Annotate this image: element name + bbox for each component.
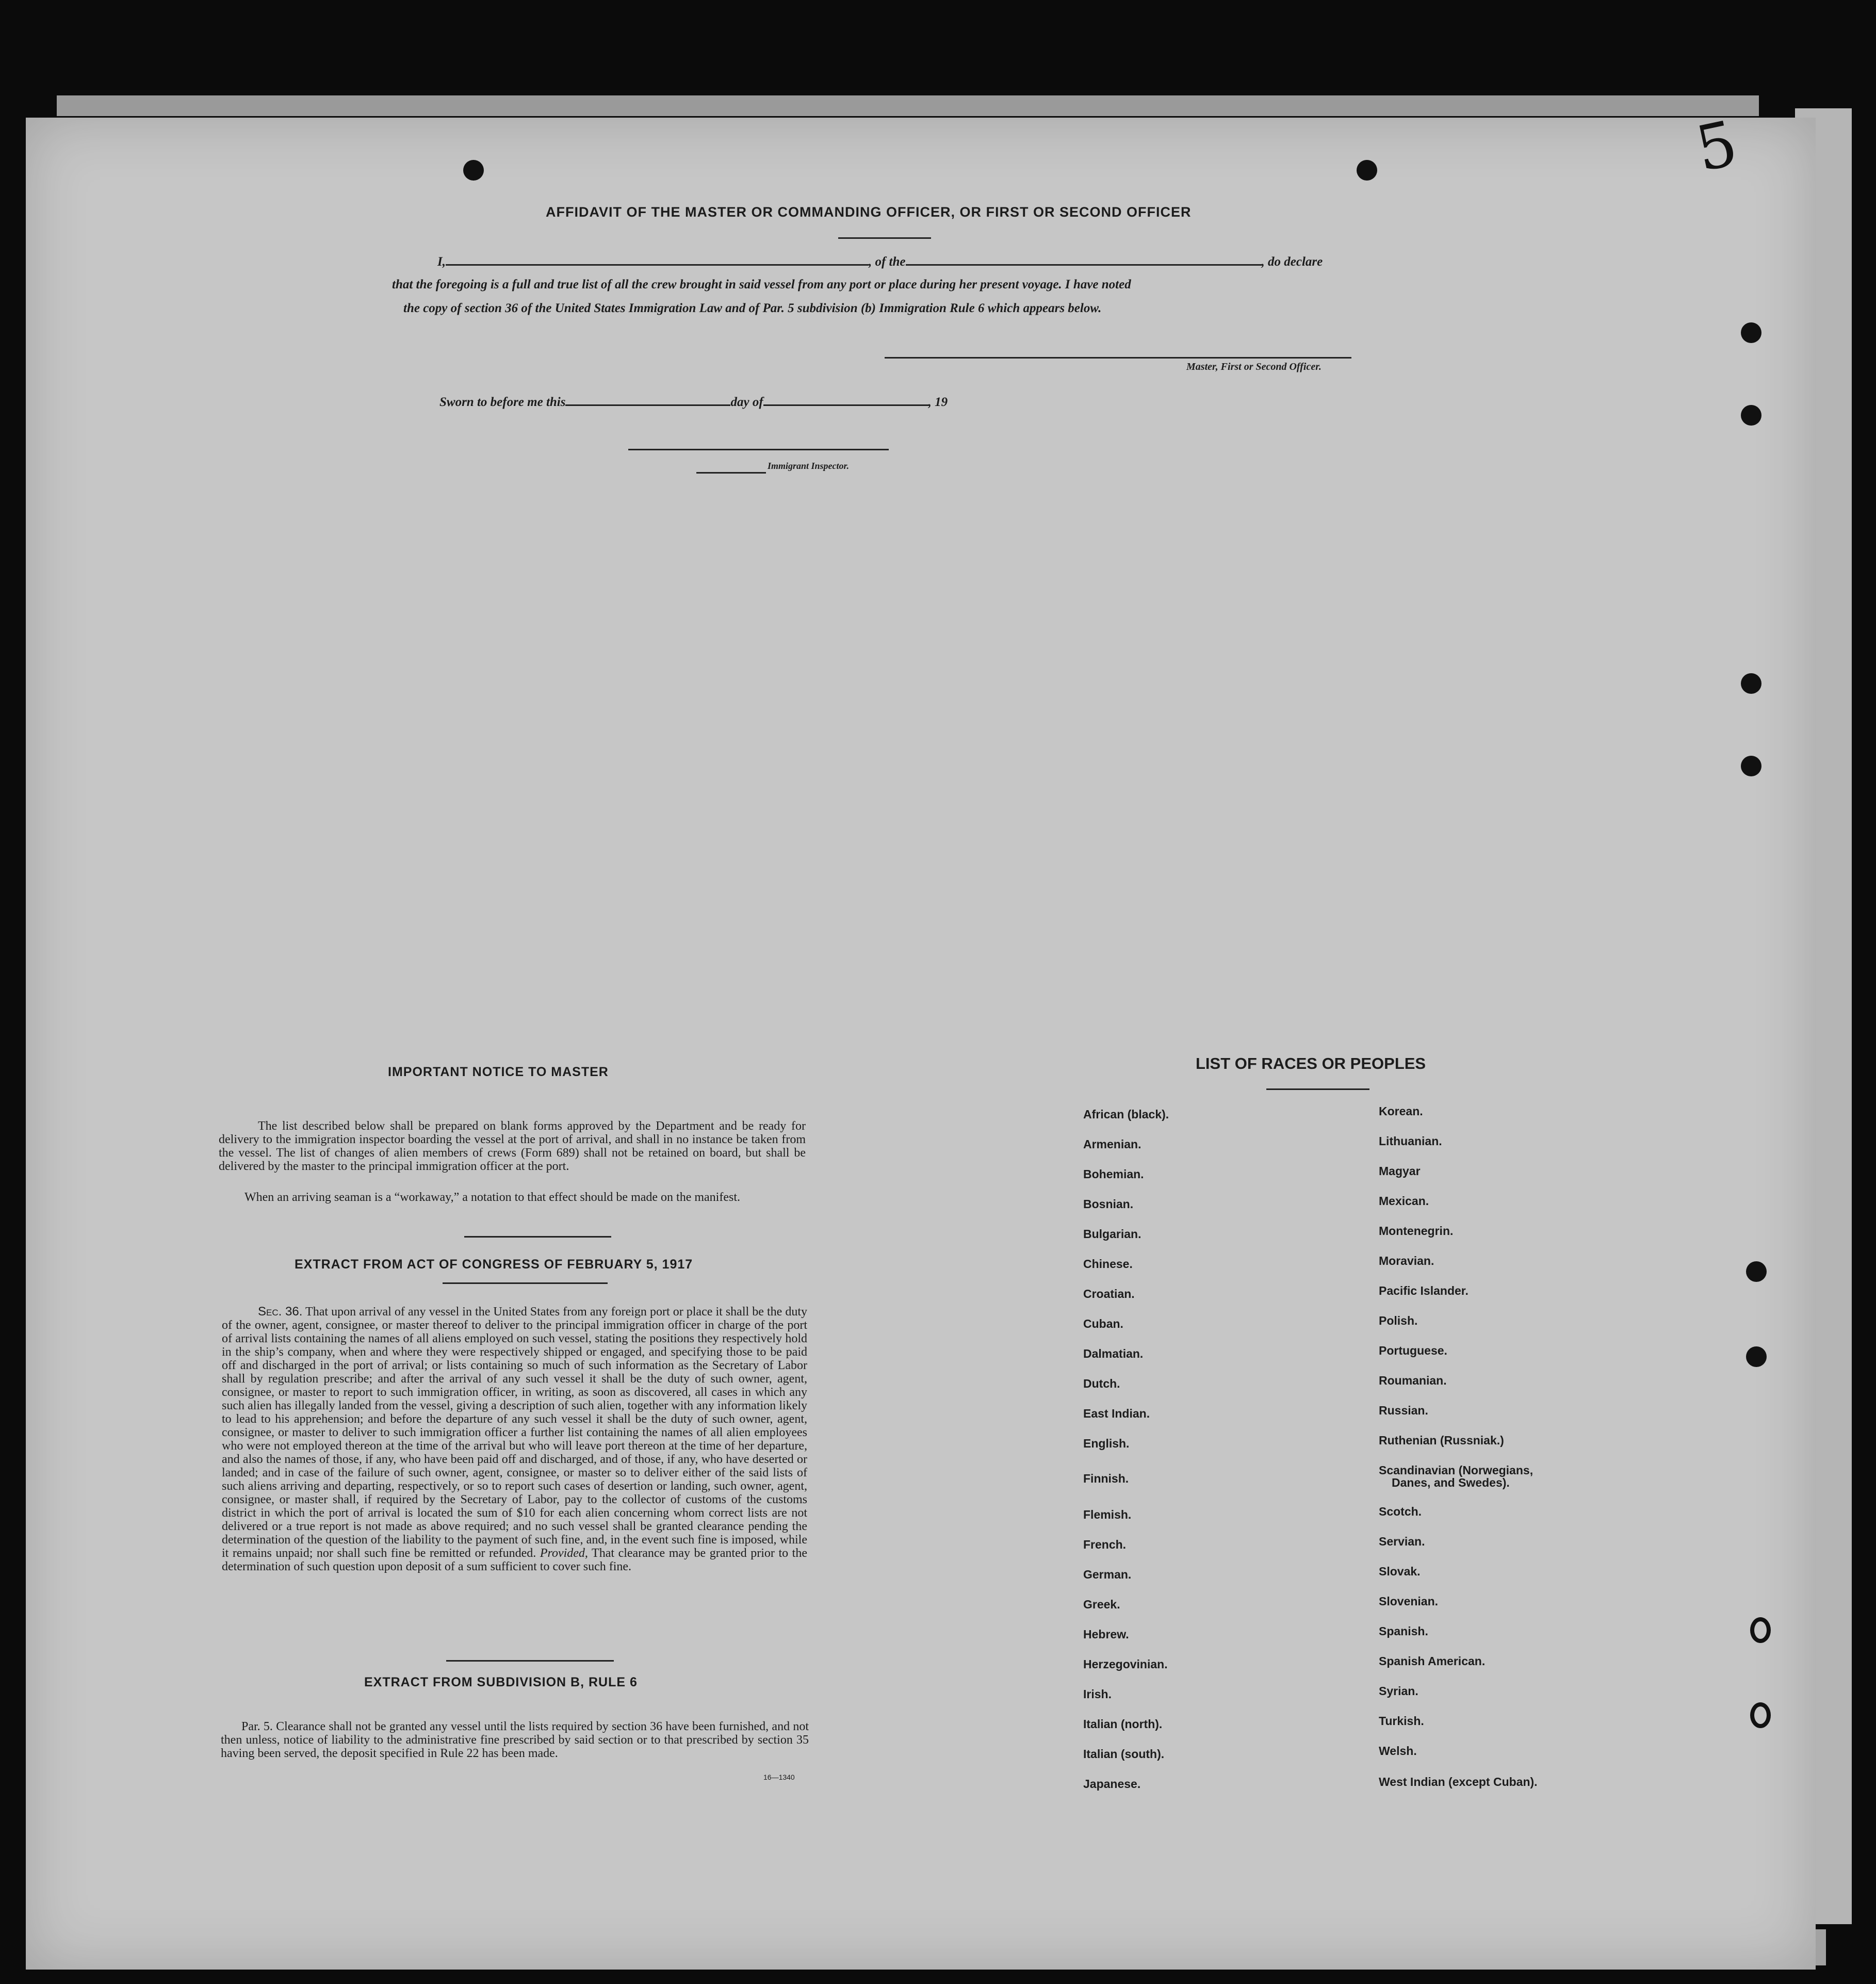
punch-hole (1357, 160, 1377, 181)
race-item: Slovenian. (1379, 1595, 1439, 1608)
punch-hole (1741, 322, 1761, 343)
race-item: German. (1083, 1568, 1132, 1581)
inspector-underline (696, 472, 766, 474)
race-item: Ruthenian (Russniak.) (1379, 1434, 1504, 1447)
race-item: French. (1083, 1538, 1127, 1551)
extract-act-title: EXTRACT FROM ACT OF CONGRESS OF FEBRUARY 5, 1917 (295, 1257, 693, 1272)
race-item: African (black). (1083, 1108, 1169, 1121)
vessel-name-field[interactable] (906, 254, 1262, 266)
race-item: Cuban. (1083, 1317, 1123, 1330)
inspector-label: Immigrant Inspector. (768, 461, 850, 471)
sworn-month-field[interactable] (763, 394, 928, 406)
race-item: Montenegrin. (1379, 1224, 1454, 1238)
divider (443, 1282, 608, 1284)
rule-paragraph: Par. 5. Clearance shall not be granted any vessel until the lists required by section 36 have been furnished, and not then unless, notice of liability to the administrative fine prescribed by said section or to that prescribed by section 35 having been served, the deposit specified in Rule 22 has been made. (221, 1720, 809, 1760)
sworn-day-field[interactable] (565, 394, 730, 406)
notice-title: IMPORTANT NOTICE TO MASTER (388, 1065, 609, 1079)
race-item: Spanish American. (1379, 1654, 1486, 1668)
affidavit-line-3: the copy of section 36 of the United States Immigration Law and of Par. 5 subdivision (b) Immigration Rule 6 which appears below. (403, 301, 1102, 315)
race-item: Italian (north). (1083, 1717, 1163, 1731)
race-item: Scandinavian (Norwegians, Danes, and Swedes). (1379, 1463, 1534, 1489)
notice-paragraph-1: The list described below shall be prepared on blank forms approved by the Department and be ready for delivery to the immigration inspector boarding the vessel at the port of arrival, and shall in no instance be taken from the vessel. The list of changes of alien members of crews (Form 689) shall not be retained on board, but shall be delivered by the master to the principal immigration officer at the port. (219, 1119, 806, 1173)
punch-hole (1741, 405, 1761, 426)
race-item: Dalmatian. (1083, 1347, 1144, 1360)
punch-hole (1750, 1617, 1771, 1643)
race-item: Croatian. (1083, 1287, 1135, 1300)
race-item: Russian. (1379, 1404, 1428, 1417)
declarant-name-field[interactable] (446, 254, 869, 266)
race-item: Hebrew. (1083, 1628, 1129, 1641)
form-code: 16—1340 (763, 1773, 795, 1781)
divider (838, 237, 931, 239)
declarant-prefix: I, (437, 255, 446, 269)
race-item: Mexican. (1379, 1194, 1429, 1208)
extract-rule-title: EXTRACT FROM SUBDIVISION B, RULE 6 (364, 1675, 638, 1689)
race-item: Turkish. (1379, 1714, 1424, 1728)
race-item: Bohemian. (1083, 1167, 1144, 1181)
race-item: Moravian. (1379, 1254, 1434, 1267)
race-item: Roumanian. (1379, 1374, 1447, 1387)
inspector-signature-line[interactable] (628, 449, 889, 450)
section-36-body: That upon arrival of any vessel in the United States from any foreign port or place it shall be the duty of the owner, agent, consignee, or master thereof to deliver to the principal immigration officer in charge of the port of arrival lists containing the names of all aliens employed on such vessel, stating the positions they respectively hold in the ship’s company, when and where they were respectively shipped or engaged, and specifying those to be paid off and discharged in the port of arrival; or lists containing so much of such information as the Secretary of Labor shall by regulation prescribe; and after the arrival of any such vessel it shall be the duty of such owner, agent, consignee, or master to report to such immigration officer, in writing, as soon as discovered, all cases in which any such alien has illegally landed from the vessel, giving a description of such alien, together with any information likely to lead to his apprehension; and before the departure of any such vessel it shall be the duty of such owner, agent, consignee, or master to deliver to such immigration officer a further list containing the names of all alien employees who were not employed thereon at the time of the arrival but who will leave port thereon at the time of her departure, and also the names of those, if any, who have been paid off and discharged, and of those, if any, who have deserted or landed; and in case of the failure of such owner, agent, consignee, or master so to deliver either of the said lists of such aliens arriving and departing, respectively, or so to report such cases of desertion or landing, such owner, agent, consignee, or master shall, if required by the Secretary of Labor, pay to the collector of customs of the customs district in which the port of arrival is located the sum of $10 for each alien concerning whom correct lists are not delivered or a true report is not made as above required; and no such vessel shall be granted clearance pending the determination of the question of the liability to the payment of such fine, and, in the event such fine is imposed, while it remains unpaid; nor shall such fine be remitted or refunded. (222, 1305, 807, 1560)
affidavit-line-1 (437, 254, 1376, 269)
race-item: Italian (south). (1083, 1747, 1165, 1761)
races-title: LIST OF RACES OR PEOPLES (1196, 1054, 1426, 1072)
race-item: Greek. (1083, 1598, 1120, 1611)
race-item: East Indian. (1083, 1407, 1150, 1420)
race-item: Spanish. (1379, 1624, 1428, 1638)
day-of-label: day of (730, 395, 763, 409)
race-item: Armenian. (1083, 1137, 1141, 1151)
race-item: West Indian (except Cuban). (1379, 1775, 1538, 1788)
underlying-page-edge (57, 95, 1759, 116)
race-item: Servian. (1379, 1535, 1425, 1548)
race-item: Welsh. (1379, 1744, 1417, 1758)
race-item: Bosnian. (1083, 1197, 1134, 1211)
race-item: Syrian. (1379, 1684, 1418, 1698)
declare-label: , do declare (1261, 255, 1323, 269)
section-36-text (222, 1305, 807, 1573)
race-item: Korean. (1379, 1104, 1423, 1118)
punch-hole (1746, 1346, 1767, 1367)
race-item: English. (1083, 1437, 1130, 1450)
punch-hole (1741, 673, 1761, 694)
punch-hole (1746, 1261, 1767, 1282)
notice-paragraph-2: When an arriving seaman is a “workaway,” a notation to that effect should be made on the manifest. (244, 1191, 740, 1204)
punch-hole (1750, 1702, 1771, 1728)
race-item: Magyar (1379, 1164, 1421, 1178)
divider (464, 1236, 611, 1238)
divider (446, 1660, 614, 1662)
sworn-line (439, 394, 948, 410)
signature-label: Master, First or Second Officer. (1186, 361, 1322, 372)
race-item: Finnish. (1083, 1472, 1129, 1485)
race-item: Japanese. (1083, 1777, 1141, 1791)
provided-label: Provided, (540, 1547, 588, 1560)
handwritten-page-number: 5 (1690, 107, 1743, 186)
affidavit-title: AFFIDAVIT OF THE MASTER OR COMMANDING OFFICER, OR FIRST OR SECOND OFFICER (546, 204, 1192, 220)
race-item: Bulgarian. (1083, 1227, 1141, 1241)
signature-line[interactable] (885, 357, 1351, 359)
sworn-label: Sworn to before me this (439, 395, 566, 409)
divider (1266, 1088, 1369, 1090)
punch-hole (1741, 756, 1761, 776)
race-item: Flemish. (1083, 1508, 1132, 1521)
race-item: Lithuanian. (1379, 1134, 1442, 1148)
race-item: Pacific Islander. (1379, 1284, 1469, 1297)
year-label: , 19 (928, 395, 948, 409)
race-item: Chinese. (1083, 1257, 1133, 1271)
vessel-label: , of the (868, 255, 906, 269)
provided-body: That clearance may be granted prior to the determination of such question upon deposit of a sum sufficient to cover such fine. (222, 1547, 807, 1573)
race-item: Herzegovinian. (1083, 1657, 1168, 1671)
race-item: Polish. (1379, 1314, 1418, 1327)
section-36-label: Sec. 36. (258, 1305, 303, 1319)
race-item: Irish. (1083, 1687, 1112, 1701)
race-item: Dutch. (1083, 1377, 1120, 1390)
affidavit-line-2: that the foregoing is a full and true list of all the crew brought in said vessel from any port or place during her present voyage. I have noted (392, 278, 1131, 291)
race-item: Portuguese. (1379, 1344, 1447, 1357)
race-item: Scotch. (1379, 1505, 1422, 1518)
race-item: Slovak. (1379, 1565, 1421, 1578)
punch-hole (463, 160, 484, 181)
